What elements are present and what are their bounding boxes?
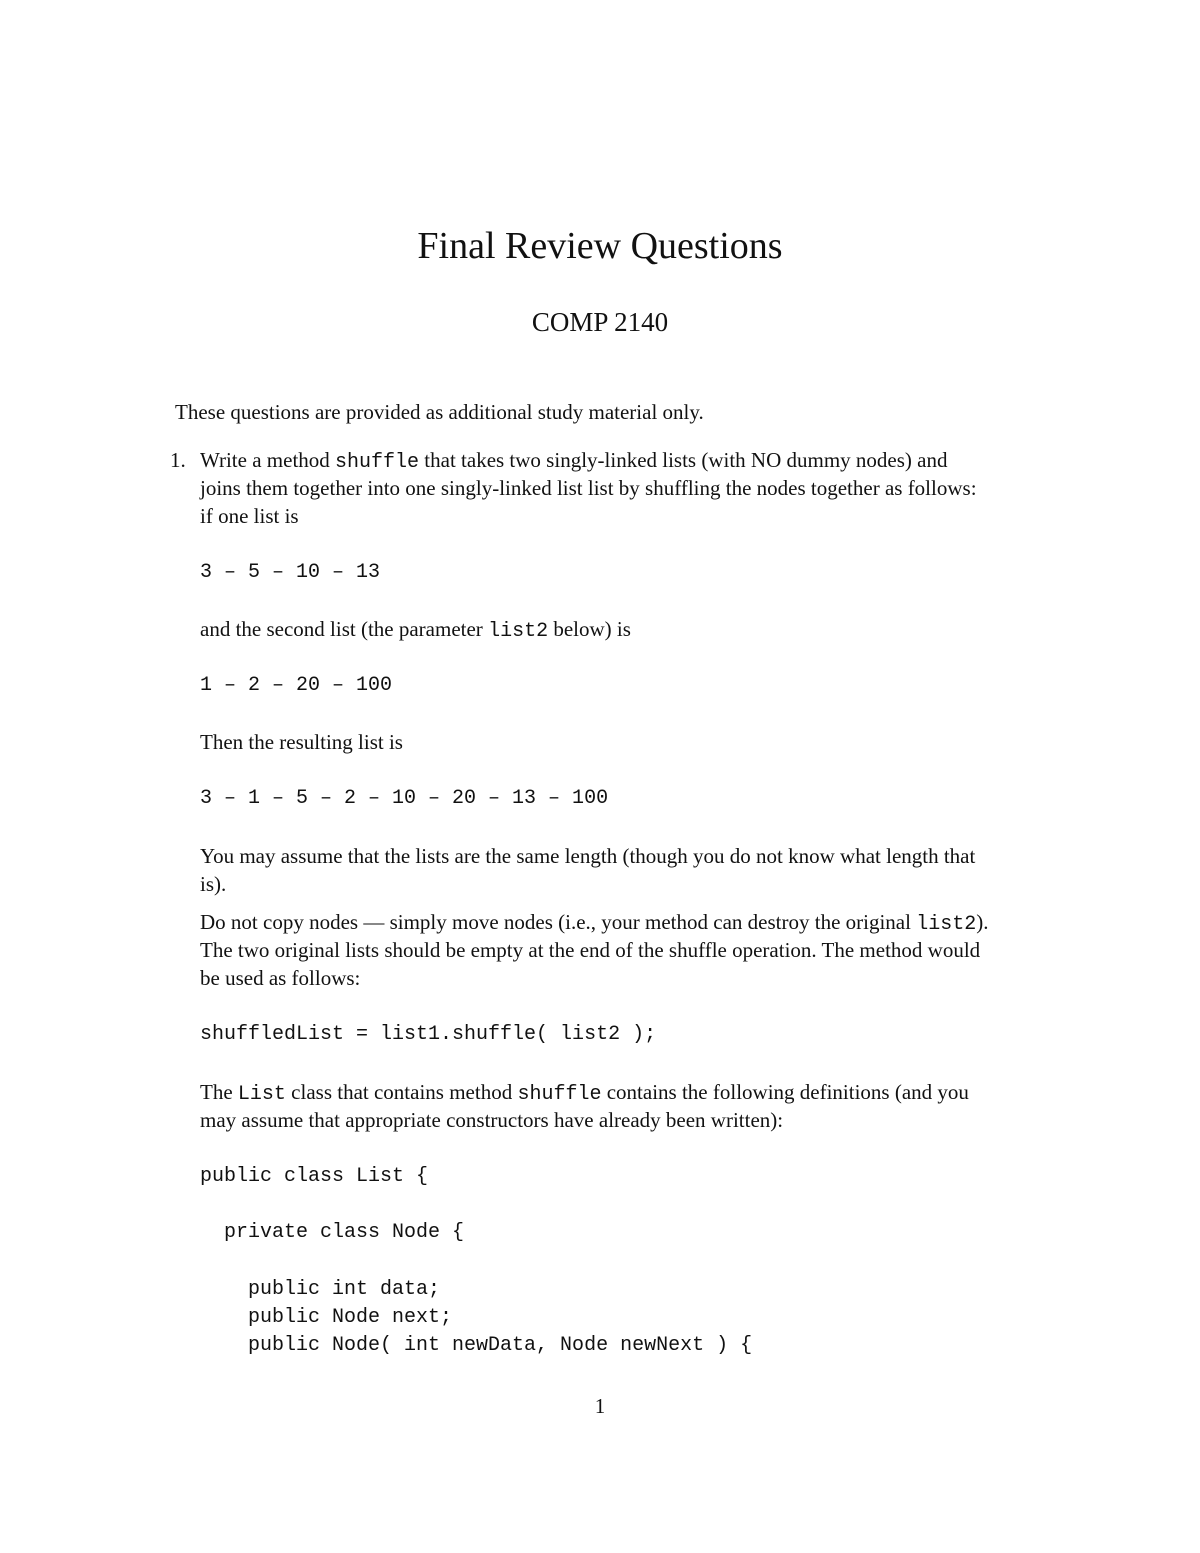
page-number: 1 bbox=[594, 1394, 606, 1418]
q1-text: Do not copy nodes — simply move nodes (i.e., your method can destroy the original bbox=[200, 910, 917, 934]
q1-para4-line2: is). bbox=[200, 872, 227, 896]
usage-code: shuffledList = list1.shuffle( list2 ); bbox=[200, 1023, 657, 1046]
q1-text: contains the following definitions (and you bbox=[601, 1080, 969, 1104]
intro-text: These questions are provided as additional study material only. bbox=[175, 400, 704, 424]
code-line: public class List { bbox=[200, 1165, 429, 1188]
q1-text: Write a method bbox=[200, 448, 336, 472]
code-line: public Node( int newData, Node newNext ) { bbox=[200, 1334, 753, 1357]
q1-text: The bbox=[200, 1080, 238, 1104]
inline-code-shuffle: shuffle bbox=[335, 451, 420, 474]
q1-para5-line3: be used as follows: bbox=[200, 966, 361, 990]
q1-para4-line1: You may assume that the lists are the same length (though you do not know what length that bbox=[200, 844, 976, 868]
q1-para3: Then the resulting list is bbox=[200, 730, 403, 754]
q1-text: below) is bbox=[548, 617, 631, 641]
code-line: public int data; bbox=[200, 1278, 441, 1301]
q1-para6-line1 bbox=[200, 1078, 969, 1109]
q1-text: and the second list (the parameter bbox=[200, 617, 489, 641]
q1-text: ). bbox=[976, 910, 989, 934]
result-list-example: 3 – 1 – 5 – 2 – 10 – 20 – 13 – 100 bbox=[200, 787, 609, 810]
list1-example: 3 – 5 – 10 – 13 bbox=[200, 561, 381, 584]
q1-para1-line1 bbox=[200, 446, 948, 477]
q1-para5-line1 bbox=[200, 908, 988, 939]
q1-para5-line2: The two original lists should be empty at the end of the shuffle operation. The method would bbox=[200, 938, 981, 962]
q1-text: that takes two singly-linked lists (with NO dummy nodes) and bbox=[419, 448, 948, 472]
q1-para1-line2: joins them together into one singly-linked list list by shuffling the nodes together as follows: bbox=[200, 476, 977, 500]
question-number: 1. bbox=[170, 448, 186, 472]
q1-text: class that contains method bbox=[285, 1080, 518, 1104]
course-code: COMP 2140 bbox=[531, 307, 669, 337]
q1-para1-line3: if one list is bbox=[200, 504, 299, 528]
inline-code-shuffle: shuffle bbox=[517, 1083, 602, 1106]
q1-para2 bbox=[200, 615, 631, 646]
code-line: private class Node { bbox=[200, 1221, 465, 1244]
list2-example: 1 – 2 – 20 – 100 bbox=[200, 674, 393, 697]
inline-code-list: List bbox=[237, 1083, 286, 1106]
inline-code-list2: list2 bbox=[916, 913, 977, 936]
q1-para6-line2: may assume that appropriate constructors have already been written): bbox=[200, 1108, 784, 1132]
page-title: Final Review Questions bbox=[417, 225, 783, 267]
code-line: public Node next; bbox=[200, 1306, 453, 1329]
inline-code-list2: list2 bbox=[488, 620, 549, 643]
